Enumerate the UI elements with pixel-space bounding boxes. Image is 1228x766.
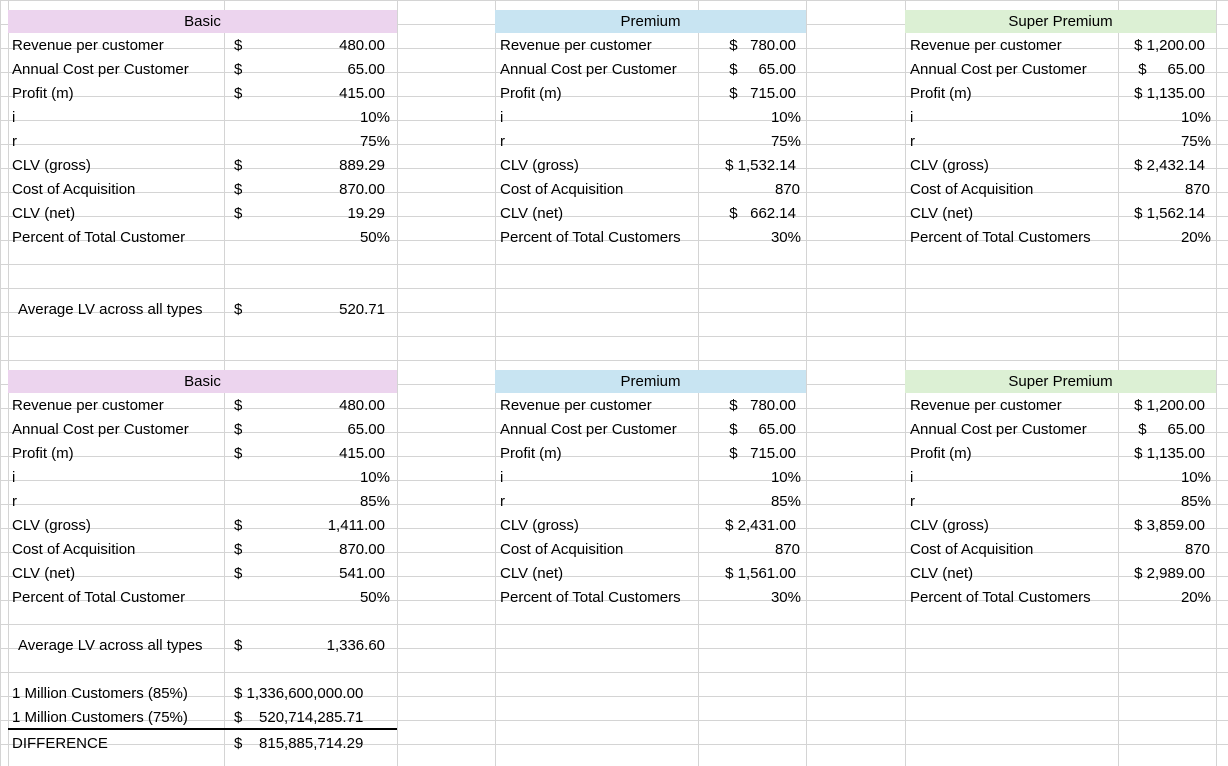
cell-label[interactable]: r: [12, 493, 17, 510]
cell-label[interactable]: Cost of Acquisition: [500, 541, 624, 558]
cell-value[interactable]: 415.00: [339, 445, 385, 462]
cell-value[interactable]: 75%: [1180, 133, 1211, 150]
cell-value[interactable]: 65.00: [347, 421, 385, 438]
cell-label[interactable]: Revenue per customer: [12, 397, 164, 414]
cell-label[interactable]: Revenue per customer: [500, 37, 652, 54]
header-premium-2[interactable]: Premium: [495, 370, 806, 393]
difference-label[interactable]: DIFFERENCE: [12, 735, 108, 752]
cell-label[interactable]: i: [500, 109, 504, 126]
cell-label[interactable]: Profit (m): [12, 85, 74, 102]
cell-value[interactable]: $ 662.14: [729, 205, 796, 222]
cell-currency[interactable]: $: [234, 637, 243, 654]
cell-label[interactable]: CLV (gross): [500, 517, 579, 534]
cell-currency[interactable]: $: [234, 61, 243, 78]
cell-currency[interactable]: $: [234, 565, 243, 582]
cell-label[interactable]: Revenue per customer: [12, 37, 164, 54]
cell-value[interactable]: 30%: [770, 229, 801, 246]
cell-value[interactable]: $ 1,135.00: [1134, 445, 1205, 462]
cell-label[interactable]: i: [910, 109, 914, 126]
cell-value[interactable]: $ 65.00: [1138, 61, 1205, 78]
column-gridline: [806, 0, 807, 766]
cell-label[interactable]: i: [12, 469, 16, 486]
cell-label[interactable]: Annual Cost per Customer: [12, 61, 189, 78]
cell-value[interactable]: 75%: [770, 133, 801, 150]
cell-label[interactable]: CLV (net): [12, 565, 76, 582]
cell-value[interactable]: 50%: [359, 229, 390, 246]
cell-value[interactable]: 65.00: [347, 61, 385, 78]
cell-label[interactable]: Revenue per customer: [910, 37, 1062, 54]
cell-currency[interactable]: $: [234, 445, 243, 462]
summary-value[interactable]: $ 520,714,285.71: [234, 709, 364, 726]
cell-label[interactable]: Revenue per customer: [910, 397, 1062, 414]
cell-value[interactable]: $ 2,432.14: [1134, 157, 1205, 174]
cell-value[interactable]: 30%: [770, 589, 801, 606]
cell-currency[interactable]: $: [234, 421, 243, 438]
cell-label[interactable]: i: [910, 469, 914, 486]
cell-label[interactable]: CLV (net): [910, 565, 974, 582]
cell-currency[interactable]: $: [234, 37, 243, 54]
cell-value[interactable]: $ 65.00: [729, 421, 796, 438]
cell-value[interactable]: $ 2,431.00: [725, 517, 796, 534]
cell-currency[interactable]: $: [234, 205, 243, 222]
cell-label[interactable]: Revenue per customer: [500, 397, 652, 414]
cell-value[interactable]: $ 3,859.00: [1134, 517, 1205, 534]
cell-label[interactable]: r: [910, 133, 915, 150]
cell-value[interactable]: 19.29: [347, 205, 385, 222]
cell-value[interactable]: $ 1,561.00: [725, 565, 796, 582]
header-premium-1[interactable]: Premium: [495, 10, 806, 33]
difference-value[interactable]: $ 815,885,714.29: [234, 735, 364, 752]
cell-label[interactable]: Cost of Acquisition: [500, 181, 624, 198]
cell-currency[interactable]: $: [234, 541, 243, 558]
cell-value[interactable]: 1,411.00: [327, 517, 385, 534]
cell-label[interactable]: r: [500, 493, 505, 510]
cell-value[interactable]: 870: [1184, 541, 1210, 558]
cell-value[interactable]: 541.00: [339, 565, 385, 582]
cell-currency[interactable]: $: [234, 157, 243, 174]
total-border: [8, 728, 397, 730]
cell-value[interactable]: $ 1,200.00: [1134, 37, 1205, 54]
cell-label[interactable]: Cost of Acquisition: [12, 541, 136, 558]
cell-currency[interactable]: $: [234, 85, 243, 102]
cell-label[interactable]: Percent of Total Customers: [910, 589, 1091, 606]
cell-value[interactable]: $ 1,532.14: [725, 157, 796, 174]
column-gridline: [397, 0, 398, 766]
cell-label[interactable]: CLV (net): [500, 205, 564, 222]
cell-value[interactable]: 10%: [1180, 469, 1211, 486]
cell-value[interactable]: $ 65.00: [729, 61, 796, 78]
cell-value[interactable]: 870: [774, 541, 800, 558]
cell-label[interactable]: Percent of Total Customers: [500, 229, 681, 246]
cell-label[interactable]: Cost of Acquisition: [12, 181, 136, 198]
cell-label[interactable]: r: [910, 493, 915, 510]
cell-label[interactable]: Profit (m): [910, 85, 972, 102]
cell-value[interactable]: $ 715.00: [729, 445, 796, 462]
cell-value[interactable]: 480.00: [339, 37, 385, 54]
cell-label[interactable]: CLV (gross): [500, 157, 579, 174]
cell-label[interactable]: CLV (gross): [12, 157, 91, 174]
cell-value[interactable]: 10%: [359, 109, 390, 126]
cell-value[interactable]: 85%: [770, 493, 801, 510]
cell-value[interactable]: 870.00: [339, 541, 385, 558]
summary-label[interactable]: 1 Million Customers (75%): [12, 709, 188, 726]
header-basic-1[interactable]: Basic: [8, 10, 397, 33]
cell-label[interactable]: Annual Cost per Customer: [12, 421, 189, 438]
column-gridline: [1216, 0, 1217, 766]
cell-label[interactable]: i: [12, 109, 16, 126]
cell-currency[interactable]: $: [234, 181, 243, 198]
cell-label[interactable]: Percent of Total Customer: [12, 589, 186, 606]
cell-label[interactable]: Annual Cost per Customer: [500, 61, 677, 78]
cell-value[interactable]: 870: [774, 181, 800, 198]
cell-value[interactable]: 415.00: [339, 85, 385, 102]
cell-value[interactable]: $ 65.00: [1138, 421, 1205, 438]
cell-value[interactable]: 10%: [359, 469, 390, 486]
cell-label[interactable]: i: [500, 469, 504, 486]
average-label[interactable]: Average LV across all types: [18, 637, 203, 654]
cell-label[interactable]: Percent of Total Customers: [910, 229, 1091, 246]
cell-value[interactable]: 85%: [1180, 493, 1211, 510]
cell-value[interactable]: $ 780.00: [729, 397, 796, 414]
cell-currency[interactable]: $: [234, 517, 243, 534]
cell-label[interactable]: CLV (net): [12, 205, 76, 222]
cell-label[interactable]: CLV (gross): [910, 157, 989, 174]
cell-value[interactable]: $ 1,135.00: [1134, 85, 1205, 102]
cell-label[interactable]: CLV (gross): [910, 517, 989, 534]
cell-value[interactable]: $ 715.00: [729, 85, 796, 102]
cell-label[interactable]: Annual Cost per Customer: [500, 421, 677, 438]
cell-value[interactable]: 10%: [770, 469, 801, 486]
cell-value[interactable]: 20%: [1180, 589, 1211, 606]
cell-value[interactable]: 10%: [1180, 109, 1211, 126]
cell-label[interactable]: Profit (m): [910, 445, 972, 462]
cell-label[interactable]: CLV (net): [500, 565, 564, 582]
cell-value[interactable]: $ 1,562.14: [1134, 205, 1205, 222]
average-label[interactable]: Average LV across all types: [18, 301, 203, 318]
cell-label[interactable]: Annual Cost per Customer: [910, 421, 1087, 438]
cell-currency[interactable]: $: [234, 301, 243, 318]
cell-value[interactable]: 10%: [770, 109, 801, 126]
cell-value[interactable]: $ 780.00: [729, 37, 796, 54]
cell-label[interactable]: Percent of Total Customer: [12, 229, 186, 246]
cell-label[interactable]: r: [12, 133, 17, 150]
cell-label[interactable]: r: [500, 133, 505, 150]
cell-label[interactable]: Percent of Total Customers: [500, 589, 681, 606]
cell-value[interactable]: 889.29: [339, 157, 385, 174]
cell-label[interactable]: CLV (gross): [12, 517, 91, 534]
cell-currency[interactable]: $: [234, 397, 243, 414]
cell-value[interactable]: $ 2,989.00: [1134, 565, 1205, 582]
cell-value[interactable]: 50%: [359, 589, 390, 606]
average-value[interactable]: 520.71: [339, 301, 385, 318]
cell-value[interactable]: 20%: [1180, 229, 1211, 246]
header-super-1[interactable]: Super Premium: [905, 10, 1216, 33]
summary-label[interactable]: 1 Million Customers (85%): [12, 685, 188, 702]
cell-label[interactable]: CLV (net): [910, 205, 974, 222]
header-basic-2[interactable]: Basic: [8, 370, 397, 393]
header-super-2[interactable]: Super Premium: [905, 370, 1216, 393]
cell-label[interactable]: Annual Cost per Customer: [910, 61, 1087, 78]
cell-value[interactable]: 870.00: [339, 181, 385, 198]
cell-label[interactable]: Profit (m): [12, 445, 74, 462]
average-value[interactable]: 1,336.60: [326, 637, 385, 654]
cell-label[interactable]: Cost of Acquisition: [910, 541, 1034, 558]
cell-value[interactable]: $ 1,200.00: [1134, 397, 1205, 414]
cell-value[interactable]: 75%: [359, 133, 390, 150]
cell-value[interactable]: 85%: [359, 493, 390, 510]
cell-label[interactable]: Profit (m): [500, 85, 562, 102]
cell-value[interactable]: 480.00: [339, 397, 385, 414]
summary-value[interactable]: $ 1,336,600,000.00: [234, 685, 364, 702]
cell-label[interactable]: Profit (m): [500, 445, 562, 462]
cell-value[interactable]: 870: [1184, 181, 1210, 198]
cell-label[interactable]: Cost of Acquisition: [910, 181, 1034, 198]
